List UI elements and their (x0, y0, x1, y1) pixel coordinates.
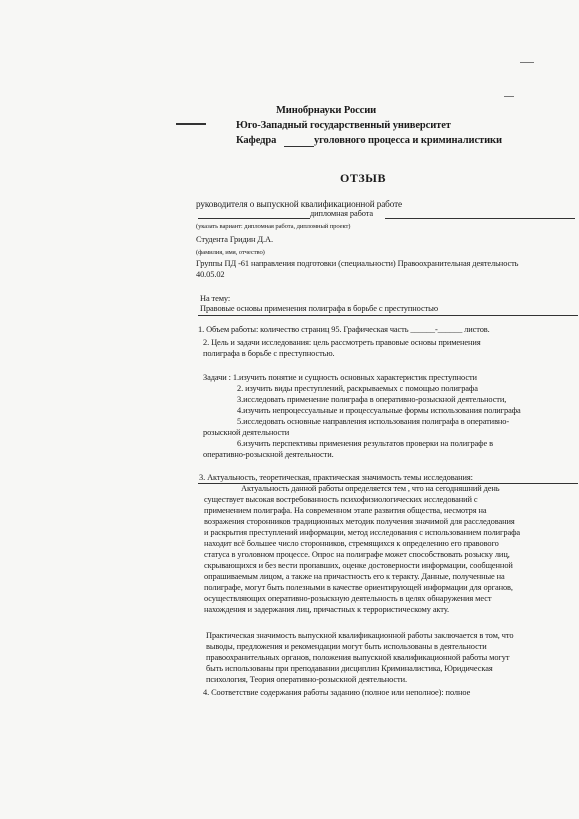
ministry-name: Минобрнауки России (276, 105, 377, 116)
work-type: дипломная работа (310, 209, 373, 218)
topic-label: На тему: (200, 294, 231, 303)
relevance-line: применением полиграфа. На современном этапе развития общества, несмотря на (204, 506, 487, 515)
work-volume: 1. Объем работы: количество страниц 95. Графическая часть ______-______ листов. (198, 325, 490, 334)
document-title: ОТЗЫВ (340, 171, 386, 185)
tasks-line-1: Задачи : 1.изучить понятие и сущность основных характеристик преступности (203, 373, 477, 382)
scan-speck (520, 62, 534, 63)
relevance-line: опрашиваемым лицом, а также на причастность его к теракту. Данные, полученные на (204, 572, 505, 581)
student-name: Студента Гридин Д.А. (196, 235, 273, 244)
review-of-line: руководителя о выпускной квалификационной работе (196, 199, 403, 209)
relevance-line: статуса в уголовном процессе. Опрос на полиграфе может способствовать розыску лиц, (204, 550, 510, 559)
tasks-line-6a: 6.изучить перспективы применения результатов проверки на полиграфе в (237, 439, 493, 448)
scan-speck (504, 96, 514, 97)
student-hint: (фамилия, имя, отчество) (196, 249, 265, 256)
practical-line: быть использованы при преподавании дисциплин Криминалистика, Юридическая (206, 664, 493, 673)
compliance-line: 4. Соответствие содержания работы заданию (полное или неполное): полное (203, 688, 471, 697)
work-type-underline-right (385, 218, 575, 219)
relevance-line: и раскрытия преступлений информации, метод исследования с использованием полиграфа (204, 528, 521, 537)
margin-mark (176, 123, 206, 125)
university-name: Юго-Западный государственный университет (236, 120, 451, 131)
relevance-line: возражения сторонников традиционных методик получения значимой для расследования (204, 517, 515, 526)
department-name: уголовного процесса и криминалистики (314, 135, 502, 146)
tasks-line-6b: оперативно-розыскной деятельности. (203, 450, 334, 459)
goal-line-2: полиграфа в борьбе с преступностью. (203, 349, 335, 358)
relevance-line: скрывающихся и без вести пропавших, оценке достоверности информации, сообщенной (204, 561, 513, 570)
relevance-line: осуществляющих оперативно-розыскную деятельность в целях обнаружения мест (204, 594, 492, 603)
tasks-line-2: 2. изучить виды преступлений, раскрываемых с помощью полиграфа (237, 384, 478, 393)
practical-line: правоохранительных органов, положения выпускной квалификационной работы могут (206, 653, 510, 662)
relevance-line: находит всё большее число сторонников, стремящихся к определению его правового (204, 539, 499, 548)
group-line: Группы ПД -61 направления подготовки (специальности) Правоохранительная деятельность (196, 259, 519, 268)
relevance-line: нахождения и задержания лиц, причастных к террористическому акту. (204, 605, 449, 614)
topic-text: Правовые основы применения полиграфа в борьбе с преступностью (200, 304, 439, 313)
department-underline (284, 146, 314, 147)
tasks-line-3: 3.исследовать применение полиграфа в оперативно-розыскной деятельности, (237, 395, 507, 404)
goal-line-1: 2. Цель и задачи исследования: цель рассмотреть правовые основы применения (203, 338, 481, 347)
relevance-line: существует высокая востребованность психофизиологических исследований с (204, 495, 478, 504)
topic-underline (198, 315, 578, 316)
practical-line: выводы, предложения и рекомендации могут быть использованы в деятельности (206, 642, 487, 651)
relevance-line: Актуальность данной работы определяется тем , что на сегодняшний день (241, 484, 500, 493)
work-type-underline-left (198, 218, 310, 219)
practical-line: Практическая значимость выпускной квалификационной работы заключается в том, что (206, 631, 514, 640)
practical-line: психология, Теория оперативно-розыскной деятельности. (206, 675, 407, 684)
tasks-line-5a: 5.исследовать основные направления использования полиграфа в оперативно- (237, 417, 510, 426)
relevance-line: полиграфе, могут быть полезными в качестве ориентирующей информации для органов, (204, 583, 513, 592)
tasks-line-4: 4.изучить непроцессуальные и процессуальные формы использования полиграфа (237, 406, 521, 415)
tasks-line-5b: розыскной деятельности (203, 428, 290, 437)
specialty-code: 40.05.02 (196, 270, 225, 279)
work-type-hint: (указать вариант: дипломная работа, дипломный проект) (196, 223, 351, 230)
relevance-heading: 3. Актуальность, теоретическая, практическая значимость темы исследования: (199, 473, 473, 482)
department-prefix: Кафедра (236, 135, 277, 146)
